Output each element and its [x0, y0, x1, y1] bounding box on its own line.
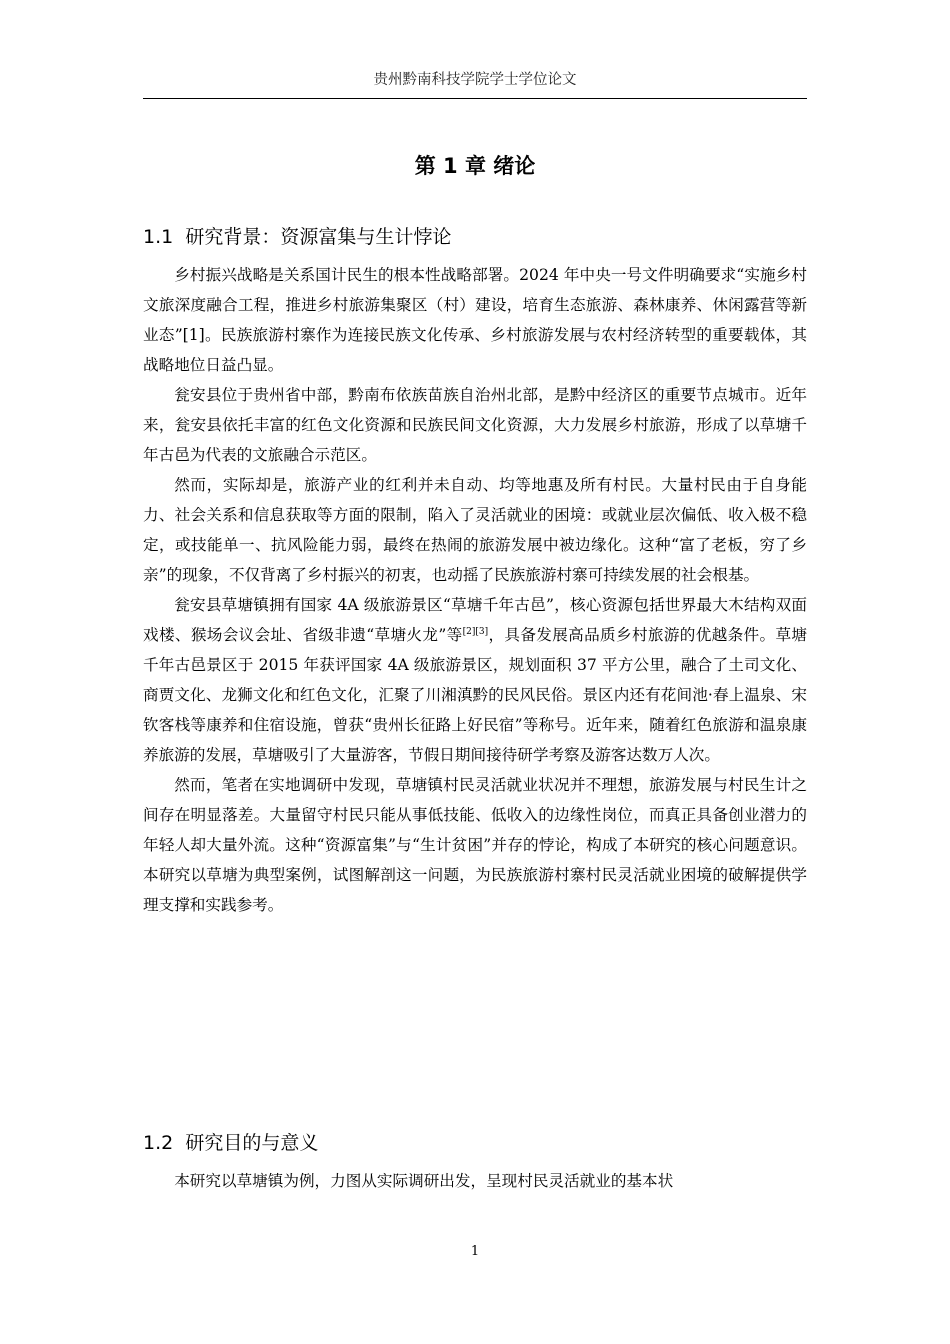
- page-number: 1: [470, 1244, 480, 1259]
- paragraph-text: ，具备发展高品质乡村旅游的优越条件。草塘千年古邑景区于 2015 年获评国家 4A 级旅游景区，规划面积 37 平方公里，融合了土司文化、商贾文化、龙狮文化和红色文化，汇聚了川湘滇黔的民风民俗。景区内还有花间池·春上温泉、宋钦客栈等康养和住宿设施，曾获“贵州长征路上好民宿”等称号。近年来，随着红色旅游和温泉康养旅游的发展，草塘吸引了大量游客，节假日期间接待研学考察及游客达数万人次。: [143, 626, 807, 764]
- paragraph: 瓮安县位于贵州省中部，黔南布依族苗族自治州北部，是黔中经济区的重要节点城市。近年来，瓮安县依托丰富的红色文化资源和民族民间文化资源，大力发展乡村旅游，形成了以草塘千年古邑为代表的文旅融合示范区。: [143, 386, 807, 464]
- section-number: 1.2: [143, 1132, 174, 1154]
- section-heading-1-1: [143, 222, 451, 249]
- section-title: 研究背景：资源富集与生计悖论: [185, 226, 452, 248]
- section-title: 研究目的与意义: [185, 1132, 319, 1154]
- chapter-title: 第 1 章 绪论: [414, 154, 536, 178]
- paragraph: [143, 590, 807, 770]
- paragraph-text: 瓮安县草塘镇拥有国家 4A 级旅游景区“草塘千年古邑”，核心资源包括世界最大木结构双面戏楼、猴场会议会址、省级非遗“草塘火龙”等: [143, 596, 807, 644]
- paragraph: 本研究以草塘镇为例，力图从实际调研出发，呈现村民灵活就业的基本状: [174, 1172, 674, 1190]
- section-heading-1-2: [143, 1128, 318, 1155]
- citation-superscript: [2][3]: [462, 627, 489, 637]
- paragraph: 然而，实际却是，旅游产业的红利并未自动、均等地惠及所有村民。大量村民由于自身能力、社会关系和信息获取等方面的限制，陷入了灵活就业的困境：或就业层次偏低、收入极不稳定，或技能单一、抗风险能力弱，最终在热闹的旅游发展中被边缘化。这种“富了老板，穷了乡亲”的现象，不仅背离了乡村振兴的初衷，也动摇了民族旅游村寨可持续发展的社会根基。: [143, 476, 807, 584]
- section-number: 1.1: [143, 226, 174, 248]
- running-header: 贵州黔南科技学院学士学位论文: [373, 72, 577, 88]
- section-1-1-body: [143, 260, 807, 920]
- paragraph: 乡村振兴战略是关系国计民生的根本性战略部署。2024 年中央一号文件明确要求“实施乡村文旅深度融合工程，推进乡村旅游集聚区（村）建设，培育生态旅游、森林康养、休闲露营等新业态”[1]。民族旅游村寨作为连接民族文化传承、乡村旅游发展与农村经济转型的重要载体，其战略地位日益凸显。: [143, 266, 807, 374]
- section-1-2-body: [143, 1166, 807, 1196]
- header-divider: [143, 98, 807, 99]
- paragraph: 然而，笔者在实地调研中发现，草塘镇村民灵活就业状况并不理想，旅游发展与村民生计之间存在明显落差。大量留守村民只能从事低技能、低收入的边缘性岗位，而真正具备创业潜力的年轻人却大量外流。这种“资源富集”与“生计贫困”并存的悖论，构成了本研究的核心问题意识。本研究以草塘为典型案例，试图解剖这一问题，为民族旅游村寨村民灵活就业困境的破解提供学理支撑和实践参考。: [143, 776, 807, 914]
